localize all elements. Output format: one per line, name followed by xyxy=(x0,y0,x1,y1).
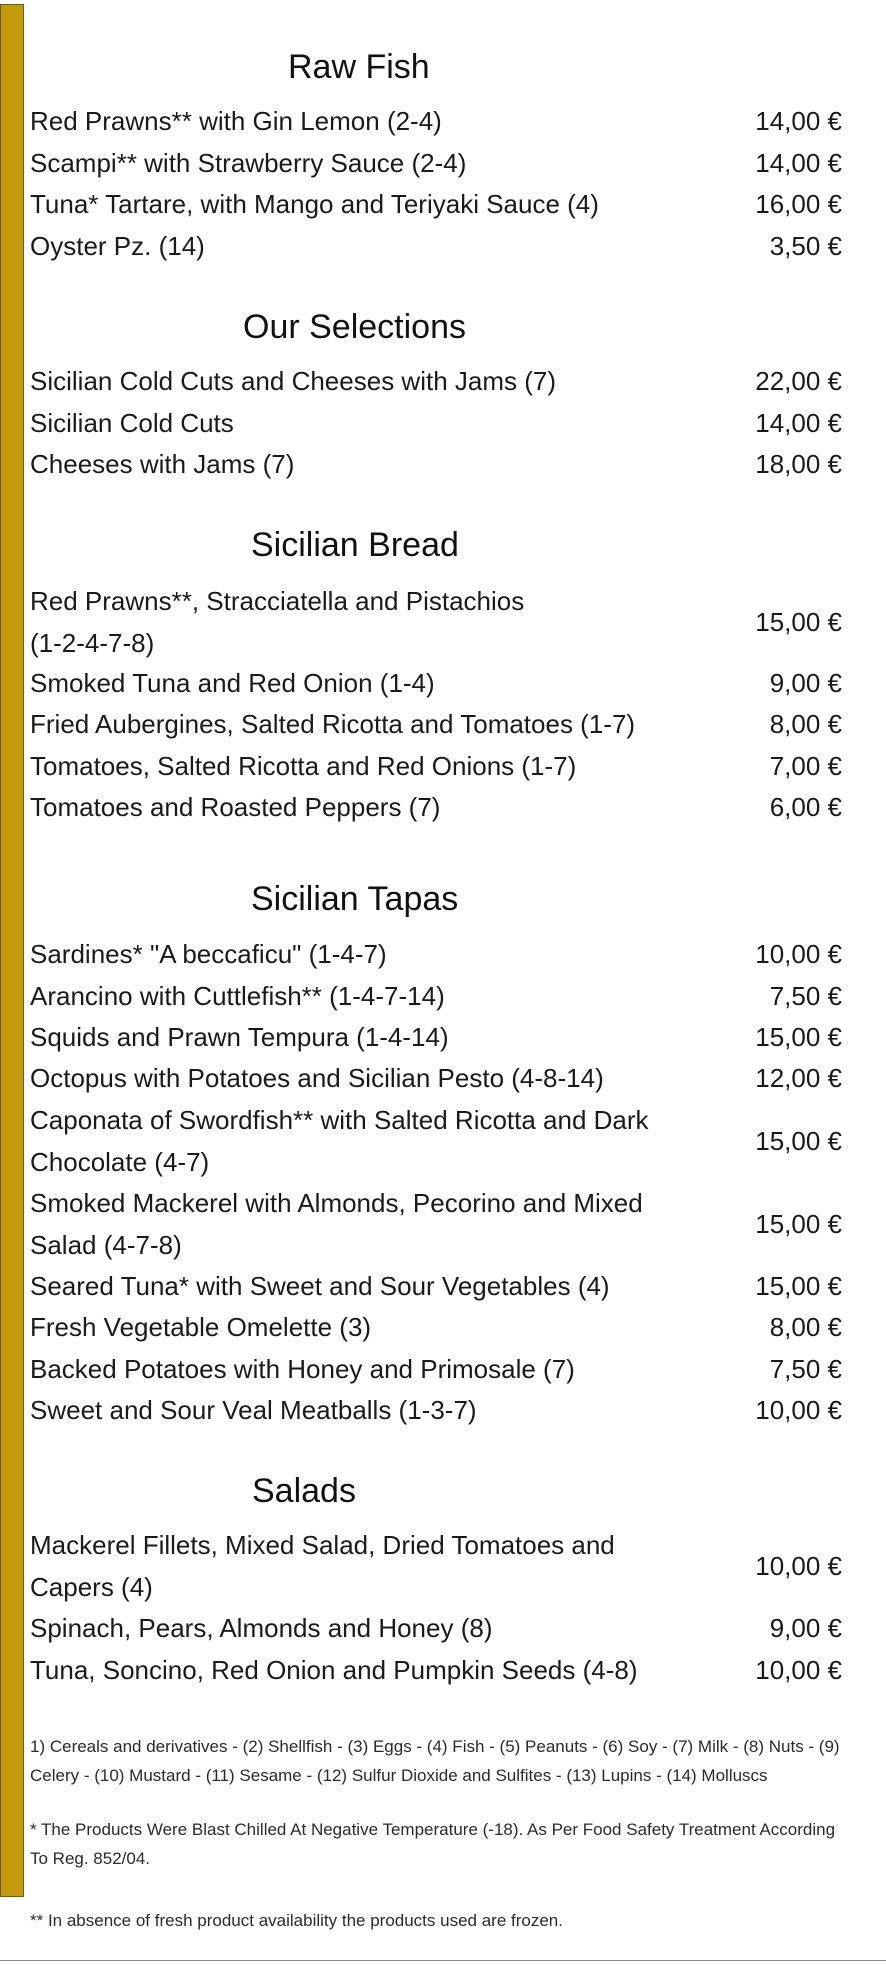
item-price: 14,00 € xyxy=(755,106,842,136)
blast-chilled-note: * The Products Were Blast Chilled At Negative Temperature (-18). As Per Food Safety Treatment According To Reg. 852/04. xyxy=(30,1820,836,1868)
item-price: 15,00 € xyxy=(755,1126,842,1156)
item-price: 15,00 € xyxy=(755,1271,842,1301)
item-price: 22,00 € xyxy=(755,366,842,396)
item-name: Arancino with Cuttlefish** (1-4-7-14) xyxy=(30,981,445,1011)
section-title-sicilian-bread: Sicilian Bread xyxy=(251,526,459,564)
item-price: 12,00 € xyxy=(755,1063,842,1093)
item-price: 9,00 € xyxy=(769,668,842,698)
item-name: Octopus with Potatoes and Sicilian Pesto (4-8-14) xyxy=(30,1063,604,1093)
item-price: 10,00 € xyxy=(755,1551,842,1581)
item-name: Fried Aubergines, Salted Ricotta and Tomatoes (1-7) xyxy=(30,709,636,739)
item-name: Smoked Mackerel with Almonds, Pecorino and Mixed Salad (4-7-8) xyxy=(30,1188,643,1260)
item-price: 10,00 € xyxy=(755,1655,842,1685)
item-name: Caponata of Swordfish** with Salted Ricotta and Dark Chocolate (4-7) xyxy=(30,1105,649,1177)
item-name: Mackerel Fillets, Mixed Salad, Dried Tomatoes and Capers (4) xyxy=(30,1530,615,1602)
item-name: Tuna* Tartare, with Mango and Teriyaki Sauce (4) xyxy=(30,189,599,219)
item-name: Sweet and Sour Veal Meatballs (1-3-7) xyxy=(30,1395,477,1425)
allergen-legend: 1) Cereals and derivatives - (2) Shellfish - (3) Eggs - (4) Fish - (5) Peanuts - (6) Soy - (7) Milk - (8) Nuts - (9) Celery - (10) Mustard - (11) Sesame - (12) Sulfur Dioxide and Sulfites - (13) Lupins - (14) Molluscs xyxy=(30,1737,840,1785)
item-price: 9,00 € xyxy=(769,1613,842,1643)
item-price: 16,00 € xyxy=(755,189,842,219)
item-price: 3,50 € xyxy=(769,231,842,261)
section-title-sicilian-tapas: Sicilian Tapas xyxy=(251,880,459,918)
section-title-our-selections: Our Selections xyxy=(243,308,466,346)
item-price: 15,00 € xyxy=(755,1022,842,1052)
item-price: 14,00 € xyxy=(755,148,842,178)
item-name: Sardines* "A beccaficu" (1-4-7) xyxy=(30,939,387,969)
item-name: Tuna, Soncino, Red Onion and Pumpkin Seeds (4-8) xyxy=(30,1655,638,1685)
item-name: Red Prawns**, Stracciatella and Pistachios (1-2-4-7-8) xyxy=(30,586,525,658)
bottom-divider xyxy=(0,1960,886,1961)
section-title-salads: Salads xyxy=(252,1472,356,1510)
item-name: Sicilian Cold Cuts and Cheeses with Jams (7) xyxy=(30,366,556,396)
item-price: 8,00 € xyxy=(769,1312,842,1342)
item-price: 18,00 € xyxy=(755,449,842,479)
item-name: Scampi** with Strawberry Sauce (2-4) xyxy=(30,148,467,178)
item-name: Fresh Vegetable Omelette (3) xyxy=(30,1312,372,1342)
item-price: 10,00 € xyxy=(755,1395,842,1425)
item-price: 14,00 € xyxy=(755,408,842,438)
item-name: Tomatoes and Roasted Peppers (7) xyxy=(30,792,441,822)
item-price: 10,00 € xyxy=(755,939,842,969)
item-name: Cheeses with Jams (7) xyxy=(30,449,295,479)
item-name: Squids and Prawn Tempura (1-4-14) xyxy=(30,1022,449,1052)
item-price: 7,00 € xyxy=(769,751,842,781)
item-name: Smoked Tuna and Red Onion (1-4) xyxy=(30,668,435,698)
item-name: Sicilian Cold Cuts xyxy=(30,408,234,438)
item-price: 7,50 € xyxy=(769,981,842,1011)
item-price: 8,00 € xyxy=(769,709,842,739)
item-name: Seared Tuna* with Sweet and Sour Vegetables (4) xyxy=(30,1271,610,1301)
item-name: Oyster Pz. (14) xyxy=(30,231,205,261)
item-name: Tomatoes, Salted Ricotta and Red Onions (1-7) xyxy=(30,751,577,781)
item-price: 6,00 € xyxy=(769,792,842,822)
item-name: Backed Potatoes with Honey and Primosale (7) xyxy=(30,1354,575,1384)
item-price: 7,50 € xyxy=(769,1354,842,1384)
item-name: Spinach, Pears, Almonds and Honey (8) xyxy=(30,1613,493,1643)
frozen-products-note: ** In absence of fresh product availability the products used are frozen. xyxy=(30,1911,563,1930)
section-title-raw-fish: Raw Fish xyxy=(288,48,430,86)
item-name: Red Prawns** with Gin Lemon (2-4) xyxy=(30,106,442,136)
item-price: 15,00 € xyxy=(755,1209,842,1239)
gold-side-bar xyxy=(0,4,24,1897)
item-price: 15,00 € xyxy=(755,607,842,637)
